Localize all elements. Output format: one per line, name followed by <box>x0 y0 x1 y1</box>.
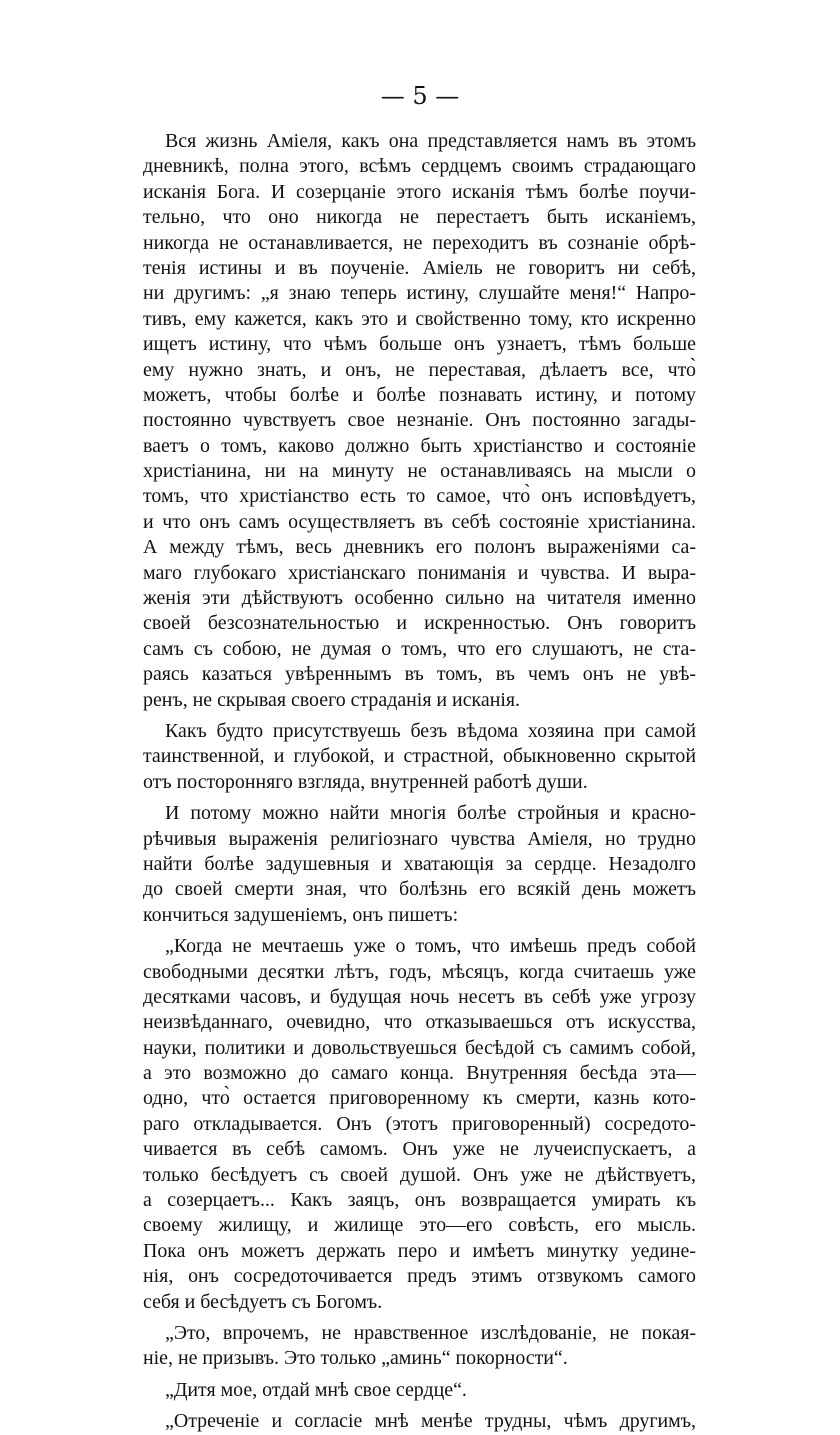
text-line: Пока онъ можетъ держать перо и имѣетъ минутку уедине- <box>143 1239 696 1262</box>
text-line: томъ, что христiанство есть то самое, что̀ онъ исповѣдуетъ, <box>143 485 696 508</box>
text-line: неизвѣданнаго, очевидно, что отказываешься отъ искусства, <box>143 1011 696 1034</box>
text-line: своей безсознательностью и искренностью. Онъ говоритъ <box>143 612 696 635</box>
text-line: маго глубокаго христiанскаго пониманiя и чувства. И выра- <box>143 561 696 584</box>
text-line: раго откладывается. Онъ (этотъ приговоренный) сосредото- <box>143 1112 696 1135</box>
paragraph-1 <box>143 129 696 713</box>
paragraph-5 <box>143 1321 696 1372</box>
text-line: а созерцаетъ... Какъ заяцъ, онъ возвращается умирать къ <box>143 1189 696 1212</box>
text-line: „Когда не мечтаешь уже о томъ, что имѣешь предъ собой <box>165 935 696 958</box>
text-line: ренъ, не скрывая своего страданiя и исканiя. <box>143 688 521 711</box>
paragraph-7 <box>143 1409 696 1434</box>
body-text <box>143 129 696 1435</box>
text-line: дневникѣ, полна этого, всѣмъ сердцемъ своимъ страдающаго <box>143 155 696 178</box>
text-line: самъ съ собою, не думая о томъ, что его слушаютъ, не ста- <box>143 637 696 660</box>
text-line: тивъ, ему кажется, какъ это и свойственно тому, кто искренно <box>143 307 696 330</box>
text-line: свободными десятки лѣтъ, годъ, мѣсяцъ, когда считаешь уже <box>143 960 696 983</box>
text-line: Вся жизнь Амiеля, какъ она представляется намъ въ этомъ <box>165 130 696 152</box>
text-line: кончиться задушенiемъ, онъ пишетъ: <box>143 903 459 926</box>
text-line: чивается въ себѣ самомъ. Онъ уже не лучеиспускаетъ, а <box>143 1138 696 1161</box>
text-line: ищетъ истину, что чѣмъ больше онъ узнаетъ, тѣмъ больше <box>143 333 696 356</box>
text-line: можетъ, чтобы болѣе и болѣе познавать истину, и потому <box>143 383 696 406</box>
text-line: таинственной, и глубокой, и страстной, обыкновенно скрытой <box>143 745 696 768</box>
text-line: нiя, онъ сосредоточивается предъ этимъ отзвукомъ самого <box>143 1265 696 1288</box>
paragraph-6 <box>143 1378 696 1403</box>
text-line: раясь казаться увѣреннымъ въ томъ, въ чемъ онъ не увѣ- <box>143 663 696 686</box>
text-line: науки, политики и довольствуешься бесѣдой съ самимъ собой, <box>143 1036 696 1059</box>
text-line: И потому можно найти многiя болѣе стройныя и красно- <box>165 802 696 825</box>
text-line: ни другимъ: „я знаю теперь истину, слушайте меня!“ Напро- <box>143 282 696 305</box>
text-line: и что онъ самъ осуществляетъ въ себѣ состоянiе христiанина. <box>143 510 696 533</box>
text-line: христiанина, ни на минуту не останавливаясь на мысли о <box>143 460 696 483</box>
text-line: никогда не останавливается, не переходитъ въ сознанiе обрѣ- <box>143 231 696 254</box>
text-line: рѣчивыя выраженiя религiознаго чувства Амiеля, но трудно <box>143 827 696 850</box>
text-line: отъ посторонняго взгляда, внутренней работѣ души. <box>143 770 588 793</box>
text-line: нiе, не призывъ. Это только „аминь“ покорности“. <box>143 1347 568 1370</box>
text-line: найти болѣе задушевныя и хватающiя за сердце. Незадолго <box>143 852 696 875</box>
text-line: одно, что̀ остается приговоренному къ смерти, казнь кото- <box>143 1087 696 1110</box>
text-line: своему жилищу, и жилище это—его совѣсть, его мысль. <box>143 1214 696 1237</box>
text-line: ваетъ о томъ, каково должно быть христiанство и состоянiе <box>143 434 696 457</box>
text-line: А между тѣмъ, весь дневникъ его полонъ выраженiями са- <box>143 536 696 559</box>
text-line: до своей смерти зная, что болѣзнь его всякiй день можетъ <box>143 878 696 901</box>
paragraph-2 <box>143 719 696 795</box>
text-line: „Отреченiе и согласiе мнѣ менѣе трудны, чѣмъ другимъ, <box>165 1410 696 1433</box>
text-line: десятками часовъ, и будущая ночь несетъ въ себѣ уже угрозу <box>143 985 696 1008</box>
text-line: женiя эти дѣйствуютъ особенно сильно на читателя именно <box>143 587 696 610</box>
text-line: тельно, что оно никогда не перестаетъ быть исканiемъ, <box>143 206 696 229</box>
text-line: исканiя Бога. И созерцанiе этого исканiя тѣмъ болѣе поучи- <box>143 180 696 203</box>
text-line: только бесѣдуетъ съ своей душой. Онъ уже не дѣйствуетъ, <box>143 1163 696 1186</box>
text-line: постоянно чувствуетъ свое незнанiе. Онъ постоянно загады- <box>143 409 696 432</box>
text-line: Какъ будто присутствуешь безъ вѣдома хозяина при самой <box>165 719 696 742</box>
text-line: а это возможно до самаго конца. Внутренняя бесѣда эта— <box>143 1062 696 1085</box>
paragraph-4 <box>143 934 696 1315</box>
paragraph-3 <box>143 801 696 928</box>
text-line: „Дитя мое, отдай мнѣ свое сердце“. <box>165 1378 467 1401</box>
text-line: ему нужно знать, и онъ, не переставая, дѣлаетъ все, что̀ <box>143 358 696 381</box>
text-line: тенiя истины и въ поученiе. Амiель не говоритъ ни себѣ, <box>143 256 696 279</box>
text-line: себя и бесѣдуетъ съ Богомъ. <box>143 1290 383 1313</box>
text-line: „Это, впрочемъ, не нравственное изслѣдованiе, не покая- <box>165 1321 696 1344</box>
page-number: — 5 — <box>380 82 460 110</box>
